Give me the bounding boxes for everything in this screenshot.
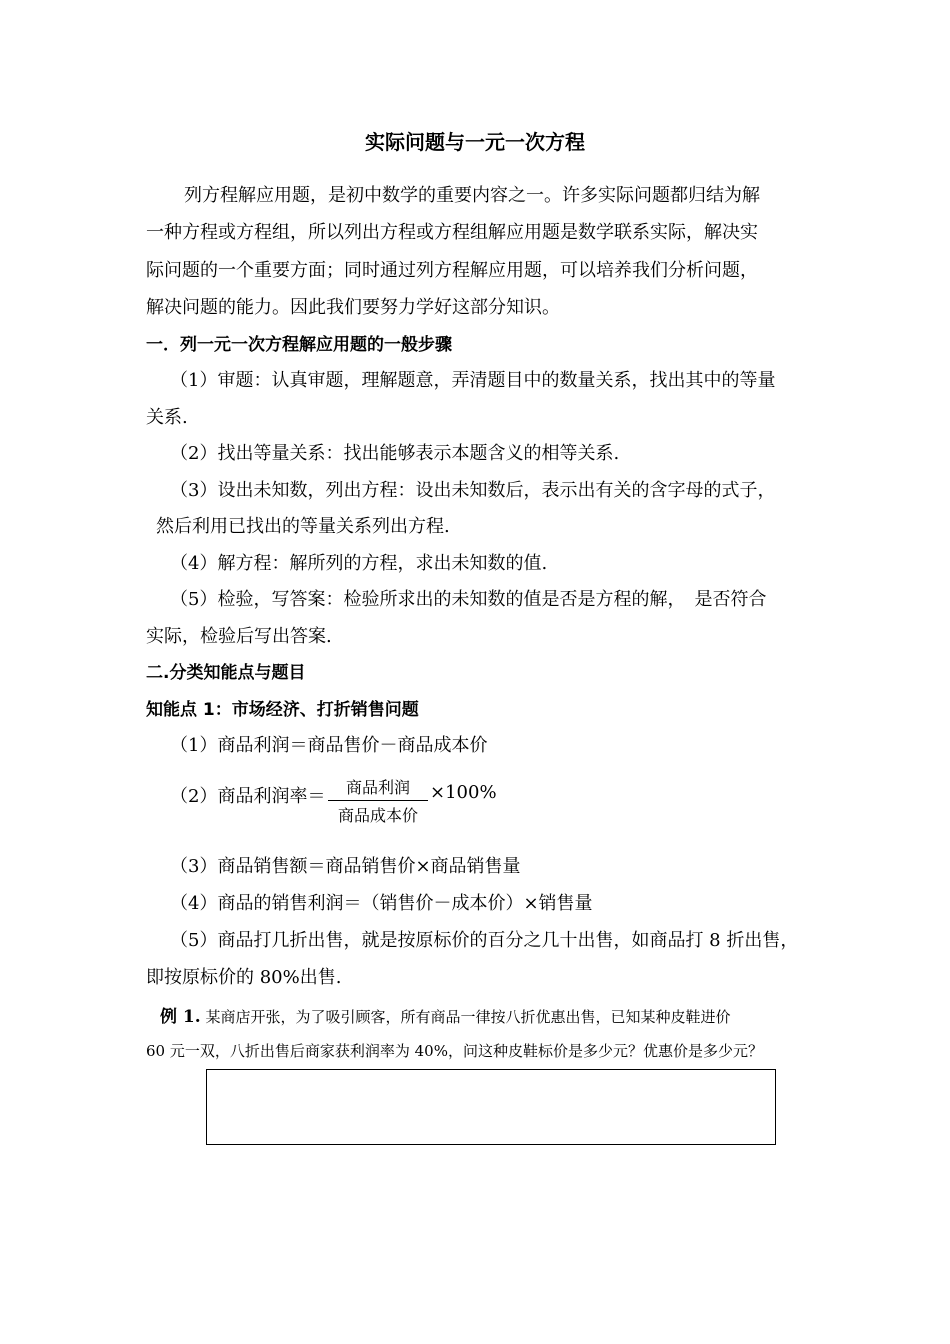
formula-profit: （1）商品利润＝商品售价－商品成本价 xyxy=(170,735,488,756)
step-line: 实际，检验后写出答案. xyxy=(146,626,332,647)
intro-line: 际问题的一个重要方面；同时通过列方程解应用题，可以培养我们分析问题， xyxy=(146,260,758,281)
section-heading-topics: 二.分类知能点与题目 xyxy=(146,663,306,683)
fraction-denominator: 商品成本价 xyxy=(337,806,418,825)
formula-sales-amount: （3）商品销售额＝商品销售价×商品销售量 xyxy=(170,856,521,877)
step-line: 然后利用已找出的等量关系列出方程. xyxy=(156,516,450,537)
step-line: 关系. xyxy=(146,407,188,428)
step-line: （3）设出未知数，列出方程：设出未知数后，表示出有关的含字母的式子， xyxy=(170,480,776,501)
intro-line: 一种方程或方程组，所以列出方程或方程组解应用题是数学联系实际，解决实 xyxy=(146,222,758,243)
formula-sales-profit: （4）商品的销售利润＝（销售价－成本价）×销售量 xyxy=(170,893,593,914)
formula-discount-line2: 即按原标价的 80%出售. xyxy=(146,967,342,988)
example-label: 例 1. xyxy=(160,1007,201,1027)
step-line: （4）解方程：解所列的方程，求出未知数的值. xyxy=(170,553,548,574)
step-line: （2）找出等量关系：找出能够表示本题含义的相等关系. xyxy=(170,443,620,464)
formula-profit-rate-prefix: （2）商品利润率＝ xyxy=(170,786,326,807)
example-text-line1: 某商店开张，为了吸引顾客，所有商品一律按八折优惠出售，已知某种皮鞋进价 xyxy=(205,1008,731,1026)
formula-discount-line1: （5）商品打几折出售，就是按原标价的百分之几十出售，如商品打 8 折出售， xyxy=(170,930,799,951)
page-title: 实际问题与一元一次方程 xyxy=(365,130,585,154)
intro-line: 解决问题的能力。因此我们要努力学好这部分知识。 xyxy=(146,297,560,318)
example-text-line2: 60 元一双，八折出售后商家获利润率为 40%，问这种皮鞋标价是多少元？优惠价是多少元？ xyxy=(146,1042,763,1060)
profit-rate-fraction xyxy=(328,775,428,826)
intro-line: 列方程解应用题，是初中数学的重要内容之一。许多实际问题都归结为解 xyxy=(184,185,760,206)
step-line: （5）检验，写答案：检验所求出的未知数的值是否是方程的解， 是否符合 xyxy=(170,589,767,610)
formula-profit-rate-suffix: ×100% xyxy=(430,782,497,803)
answer-box[interactable] xyxy=(206,1069,776,1145)
example-1 xyxy=(160,1002,730,1027)
step-line: （1）审题：认真审题，理解题意，弄清题目中的数量关系，找出其中的等量 xyxy=(170,370,776,391)
fraction-numerator: 商品利润 xyxy=(328,775,428,801)
section-heading-steps: 一．列一元一次方程解应用题的一般步骤 xyxy=(146,335,452,355)
knowledge-point-heading: 知能点 1：市场经济、打折销售问题 xyxy=(146,700,419,720)
